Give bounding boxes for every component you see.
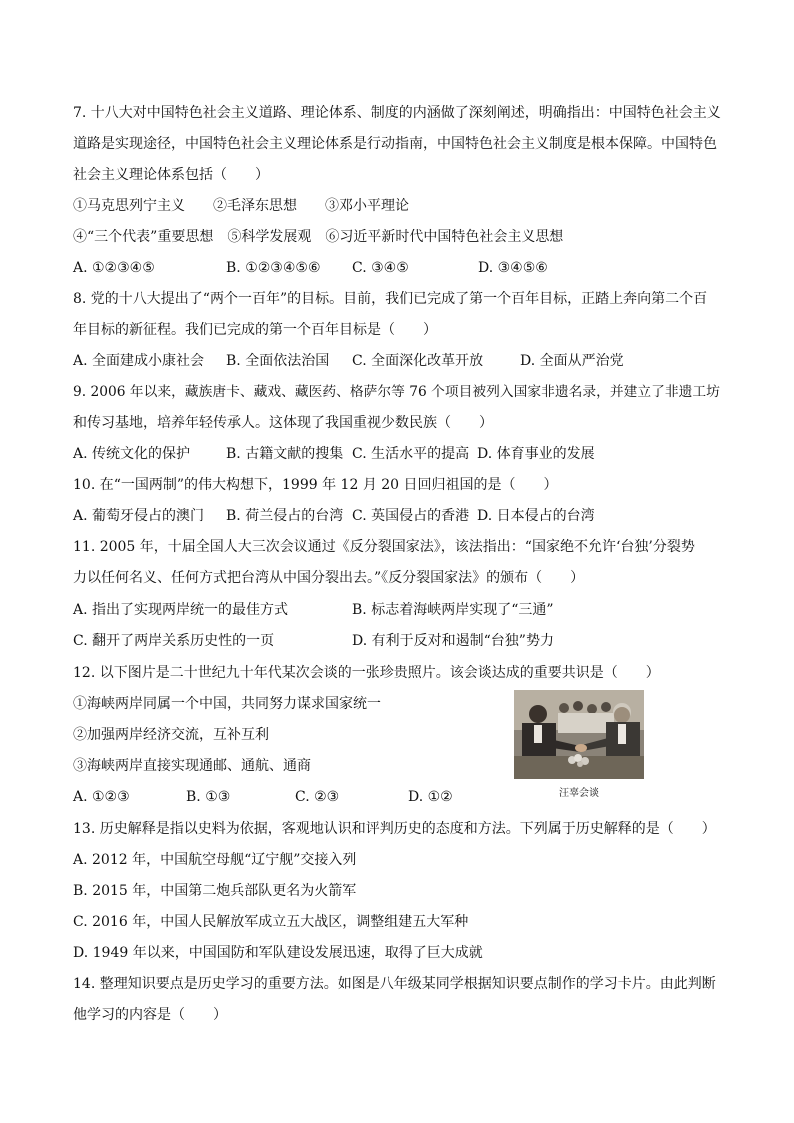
q10-option-d[interactable]: D. 日本侵占的台湾 [477, 508, 595, 524]
q8-option-c[interactable]: C. 全面深化改革开放 [352, 353, 484, 369]
q13-option-b[interactable]: B. 2015 年，中国第二炮兵部队更名为火箭军 [73, 883, 357, 899]
q11-option-b[interactable]: B. 标志着海峡两岸实现了“三通” [352, 602, 554, 618]
q14-stem-line2: 他学习的内容是（ ） [73, 1007, 227, 1023]
q13-stem-line1: 13. 历史解释是指以史料为依据，客观地认识和评判历史的态度和方法。下列属于历史解释的是（ ） [73, 821, 716, 837]
q8-stem-line1: 8. 党的十八大提出了“两个一百年”的目标。目前，我们已完成了第一个百年目标，正踏上奔向第二个百 [73, 291, 708, 307]
q7-option-c[interactable]: C. ③④⑤ [352, 260, 409, 276]
q9-stem-line1: 9. 2006 年以来，藏族唐卡、藏戏、藏医药、格萨尔等 76 个项目被列入国家非遗名录，并建立了非遗工坊 [73, 384, 720, 400]
q13-option-a[interactable]: A. 2012 年，中国航空母舰“辽宁舰”交接入列 [73, 852, 357, 868]
q8-option-b[interactable]: B. 全面依法治国 [226, 353, 330, 369]
q11-stem-line2: 力以任何名义、任何方式把台湾从中国分裂出去。”《反分裂国家法》的颁布（ ） [73, 570, 585, 586]
photo-caption: 汪辜会谈 [559, 788, 599, 799]
q7-option-d[interactable]: D. ③④⑤⑥ [478, 260, 548, 276]
q12-stem-line1: 12. 以下图片是二十世纪九十年代某次会谈的一张珍贵照片。该会谈达成的重要共识是（ ） [73, 665, 660, 681]
q8-stem-line2: 年目标的新征程。我们已完成的第一个百年目标是（ ） [73, 322, 437, 338]
q10-stem-line1: 10. 在“一国两制”的伟大构想下，1999 年 12 月 20 日回归祖国的是（ ） [73, 477, 558, 493]
q8-option-d[interactable]: D. 全面从严治党 [520, 353, 624, 369]
q8-option-a[interactable]: A. 全面建成小康社会 [73, 353, 205, 369]
q10-option-c[interactable]: C. 英国侵占的香港 [352, 508, 470, 524]
q12-option-b[interactable]: B. ①③ [186, 789, 231, 805]
q13-option-c[interactable]: C. 2016 年，中国人民解放军成立五大战区，调整组建五大军种 [73, 914, 469, 930]
q7-items-line1: ①马克思列宁主义 ②毛泽东思想 ③邓小平理论 [73, 198, 409, 214]
q11-option-c[interactable]: C. 翻开了两岸关系历史性的一页 [73, 633, 275, 649]
q11-option-d[interactable]: D. 有利于反对和遏制“台独”势力 [352, 633, 554, 649]
q10-option-a[interactable]: A. 葡萄牙侵占的澳门 [73, 508, 205, 524]
q14-stem-line1: 14. 整理知识要点是历史学习的重要方法。如图是八年级某同学根据知识要点制作的学习卡片。由此判断 [73, 976, 716, 992]
q12-item-2: ②加强两岸经济交流，互补互利 [73, 727, 269, 743]
q9-stem-line2: 和传习基地，培养年轻传承人。这体现了我国重视少数民族（ ） [73, 415, 493, 431]
q7-option-a[interactable]: A. ①②③④⑤ [73, 260, 155, 276]
q12-item-1: ①海峡两岸同属一个中国，共同努力谋求国家统一 [73, 696, 381, 712]
q9-option-b[interactable]: B. 古籍文献的搜集 [226, 446, 344, 462]
q12-item-3: ③海峡两岸直接实现通邮、通航、通商 [73, 758, 311, 774]
q9-option-c[interactable]: C. 生活水平的提高 [352, 446, 470, 462]
q7-stem-line3: 社会主义理论体系包括（ ） [73, 167, 269, 183]
q7-stem-line1: 7. 十八大对中国特色社会主义道路、理论体系、制度的内涵做了深刻阐述，明确指出：中国特色社会主义 [73, 105, 721, 121]
q9-option-a[interactable]: A. 传统文化的保护 [73, 446, 191, 462]
handshake-photo-image [514, 690, 644, 779]
meeting-photo [514, 690, 644, 779]
q13-option-d[interactable]: D. 1949 年以来，中国国防和军队建设发展迅速，取得了巨大成就 [73, 945, 483, 961]
q7-stem-line2: 道路是实现途径，中国特色社会主义理论体系是行动指南，中国特色社会主义制度是根本保障。中国特色 [73, 136, 717, 152]
q12-option-a[interactable]: A. ①②③ [73, 789, 130, 805]
q12-option-c[interactable]: C. ②③ [295, 789, 340, 805]
q11-option-a[interactable]: A. 指出了实现两岸统一的最佳方式 [73, 602, 289, 618]
q7-option-b[interactable]: B. ①②③④⑤⑥ [226, 260, 321, 276]
q11-stem-line1: 11. 2005 年，十届全国人大三次会议通过《反分裂国家法》，该法指出：“国家绝不允许‘台独’分裂势 [73, 539, 695, 555]
q9-option-d[interactable]: D. 体育事业的发展 [477, 446, 595, 462]
q7-items-line2: ④“三个代表”重要思想 ⑤科学发展观 ⑥习近平新时代中国特色社会主义思想 [73, 229, 564, 245]
q12-option-d[interactable]: D. ①② [408, 789, 453, 805]
q10-option-b[interactable]: B. 荷兰侵占的台湾 [226, 508, 344, 524]
